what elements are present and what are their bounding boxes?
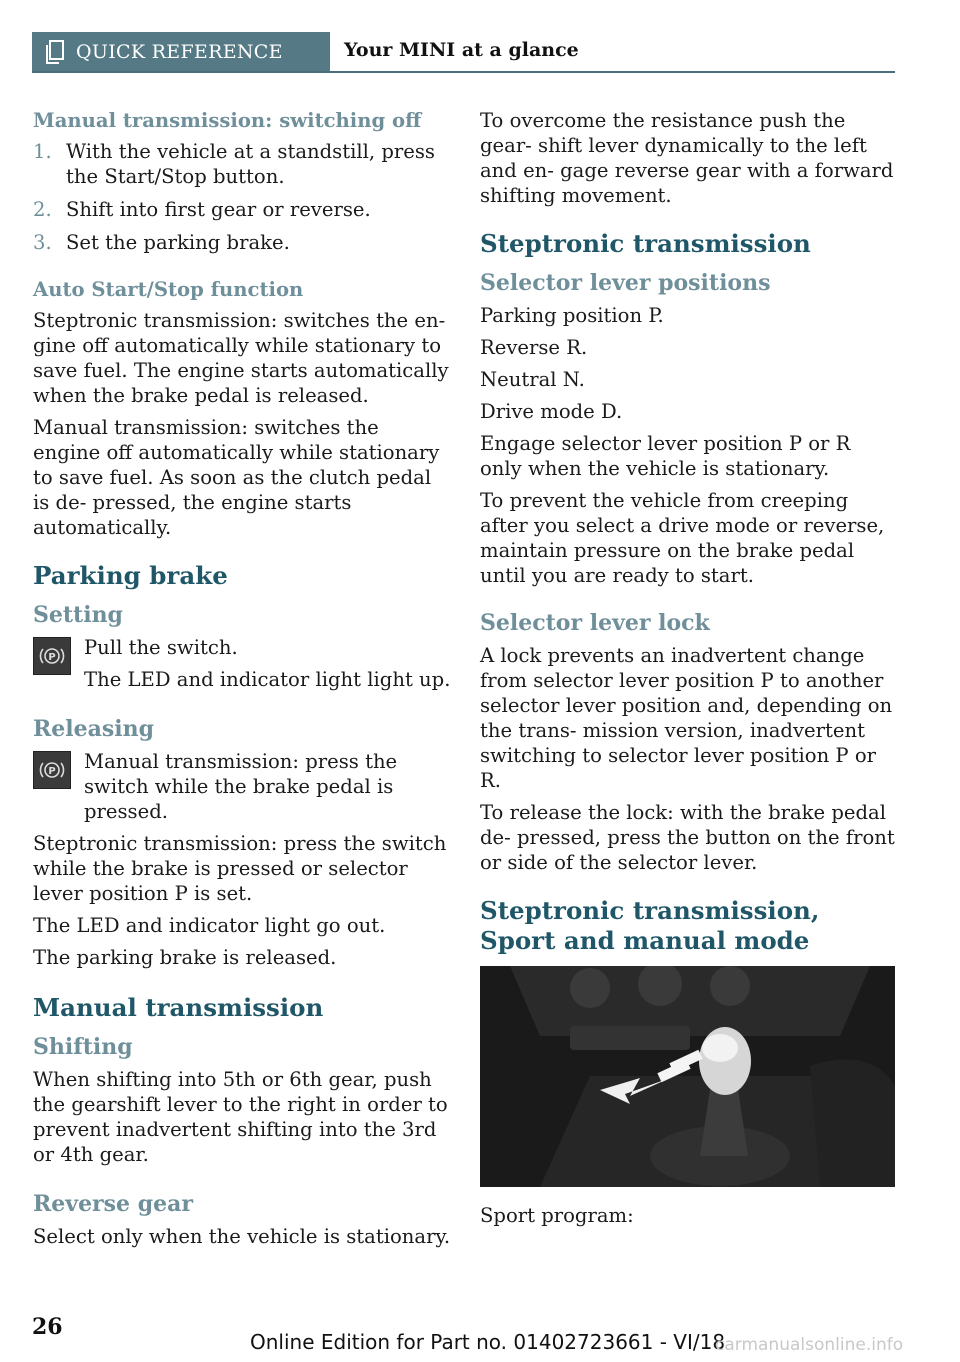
sport-manual-heading: Steptronic transmission, Sport and manual mode [480, 896, 820, 955]
gear-lever-photo [480, 966, 895, 1187]
svg-text:P: P [48, 766, 56, 777]
auto-paragraph-2: Manual transmission: switches the engine off automatically while stationary to save fuel. As soon as the clutch pedal is de- pressed, the engine starts automatically. [33, 416, 440, 539]
auto-paragraph-1: Steptronic transmission: switches the en- gine off automatically while stationary to save fuel. The engine starts automatically when the brake pedal is released. [33, 309, 449, 407]
steptronic-heading: Steptronic transmission [480, 229, 811, 258]
watermark: carmanualsonline.info [715, 1335, 904, 1355]
step-number: 1. [33, 140, 52, 163]
setting-paragraph-1: Pull the switch. [84, 636, 238, 659]
step-text: Set the parking brake. [66, 231, 290, 254]
booklet-icon [44, 39, 66, 65]
step-number: 2. [33, 198, 52, 221]
section-title: Your MINI at a glance [344, 39, 579, 61]
edition-footer: Online Edition for Part no. 01402723661 - VI/18 [250, 1330, 726, 1354]
setting-paragraph-2: The LED and indicator light light up. [84, 668, 451, 691]
reverse-gear-heading: Reverse gear [33, 1191, 193, 1217]
page-header [32, 32, 895, 73]
lock-paragraph-2: To release the lock: with the brake pedal de- pressed, press the button on the front or side of the selector lever. [480, 801, 895, 874]
manual-transmission-heading: Manual transmission [33, 993, 324, 1022]
releasing-block [33, 749, 451, 831]
step-text: With the vehicle at a standstill, press the Start/Stop button. [66, 140, 435, 188]
setting-block [33, 635, 451, 699]
left-column [33, 108, 451, 1256]
tab-label: QUICK REFERENCE [76, 40, 283, 63]
position-item: Drive mode D. [480, 400, 623, 423]
releasing-paragraph-4: The parking brake is released. [33, 946, 337, 969]
position-item: Neutral N. [480, 368, 585, 391]
parking-brake-icon [33, 751, 71, 789]
setting-heading: Setting [33, 602, 123, 628]
list-item [33, 230, 451, 255]
list-item [33, 197, 451, 222]
parking-brake-heading: Parking brake [33, 561, 228, 590]
releasing-heading: Releasing [33, 716, 155, 742]
quick-reference-tab[interactable] [32, 32, 330, 71]
parking-brake-icon [33, 637, 71, 675]
page-number: 26 [32, 1314, 63, 1340]
manual-off-heading: Manual transmission: switching off [33, 109, 422, 132]
releasing-paragraph-1: Manual transmission: press the switch while the brake pedal is pressed. [84, 750, 398, 823]
releasing-paragraph-3: The LED and indicator light go out. [33, 914, 386, 937]
svg-text:P: P [48, 652, 56, 663]
releasing-paragraph-2: Steptronic transmission: press the switch while the brake is pressed or selector lever position P is set. [33, 832, 447, 905]
lock-paragraph-1: A lock prevents an inadvertent change from selector lever position P to another selector lever position and, depending on the trans- mission version, inadvertent switching to selector lever position P or R. [480, 644, 893, 792]
positions-paragraph-2: To prevent the vehicle from creeping after you select a drive mode or reverse, maintain pressure on the brake pedal until you are ready to start. [480, 489, 885, 587]
position-item: Reverse R. [480, 336, 588, 359]
selector-lock-heading: Selector lever lock [480, 610, 710, 636]
shifting-paragraph: When shifting into 5th or 6th gear, push the gearshift lever to the right in order to prevent inadvertent shifting into the 3rd or 4th gear. [33, 1068, 448, 1166]
manual-off-steps [33, 139, 451, 255]
shifting-heading: Shifting [33, 1034, 133, 1060]
position-item: Parking position P. [480, 304, 664, 327]
sport-paragraph: Sport program: [480, 1204, 634, 1227]
step-text: Shift into first gear or reverse. [66, 198, 371, 221]
reverse-paragraph: Select only when the vehicle is stationary. [33, 1225, 451, 1248]
list-item [33, 139, 451, 189]
positions-paragraph-1: Engage selector lever position P or R only when the vehicle is stationary. [480, 432, 851, 480]
right-column [480, 108, 896, 1235]
auto-start-stop-heading: Auto Start/Stop function [33, 278, 304, 301]
reverse-continued-paragraph: To overcome the resistance push the gear- shift lever dynamically to the left and en- gage reverse gear with a forward shifting movement. [480, 109, 894, 207]
selector-positions-heading: Selector lever positions [480, 270, 771, 296]
step-number: 3. [33, 231, 52, 254]
